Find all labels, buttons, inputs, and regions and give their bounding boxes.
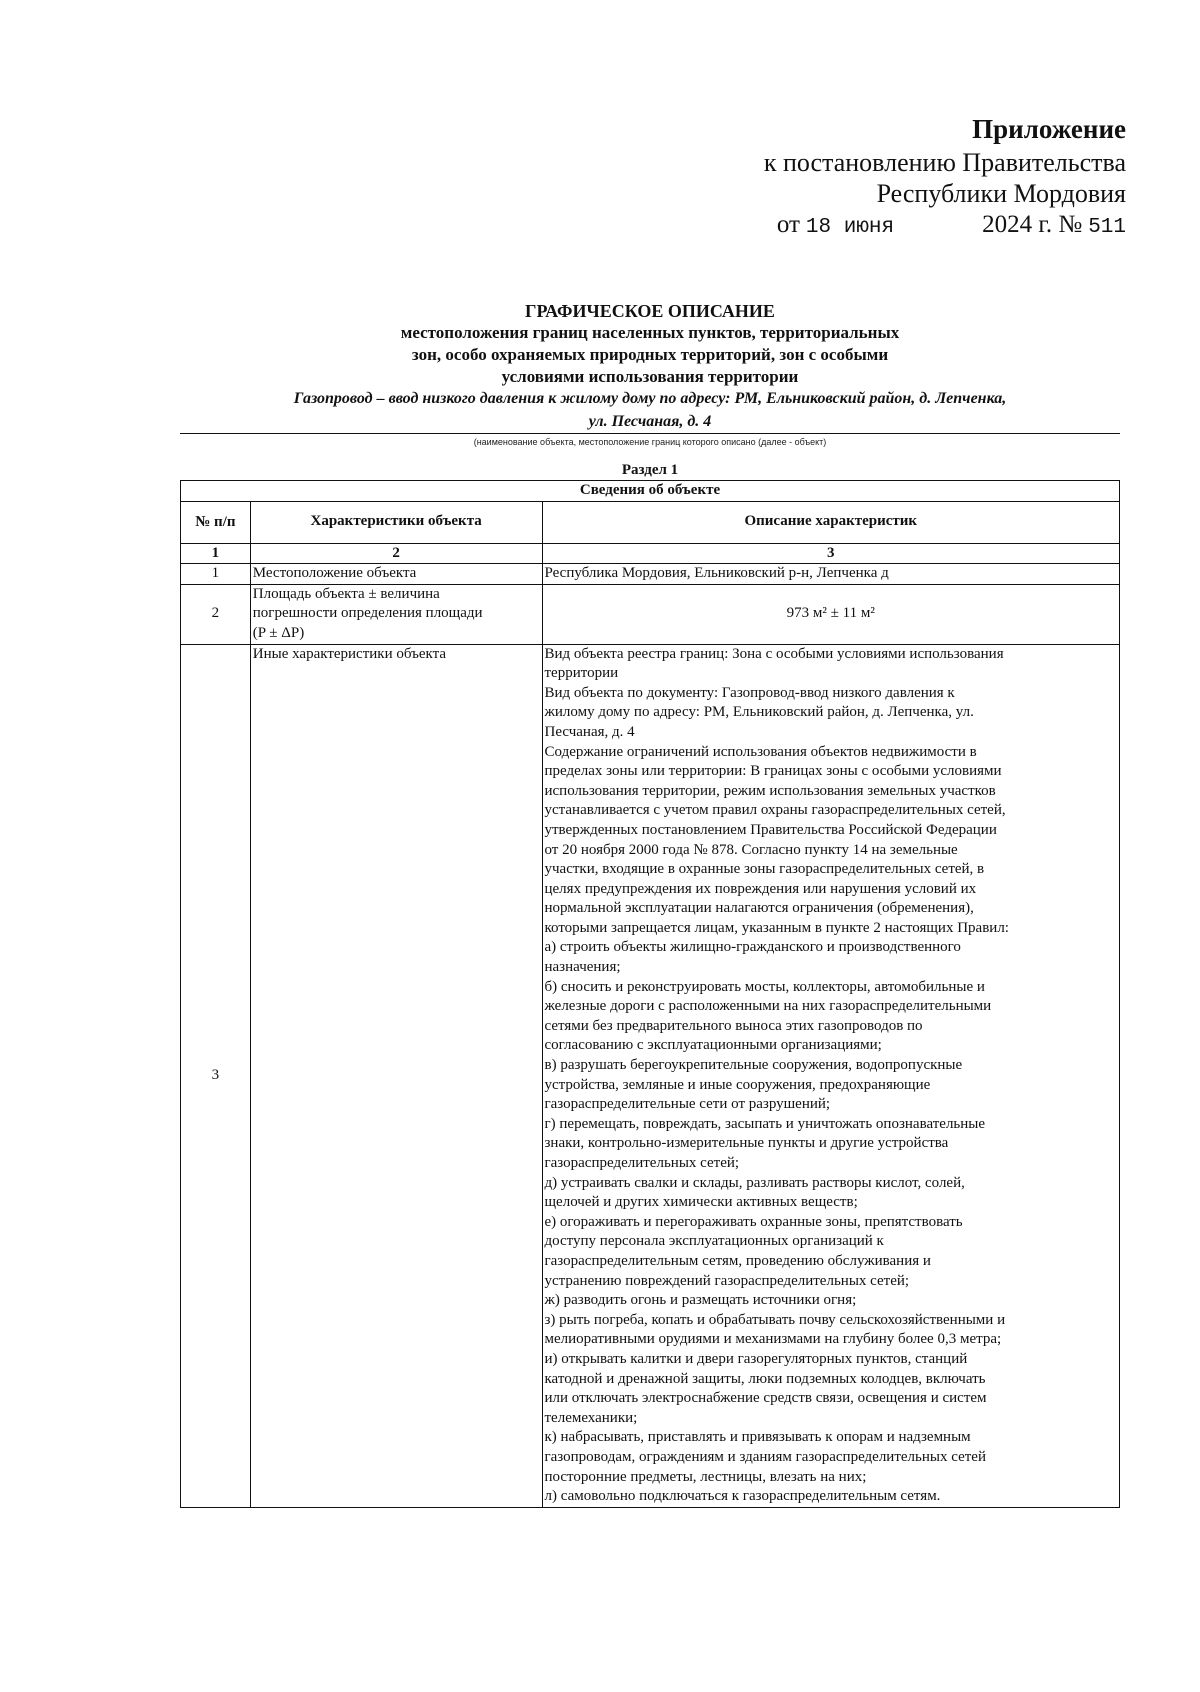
document-number: 511 [1088,216,1126,239]
description-line: устранению повреждений газораспределительных сетей; [544,1272,910,1289]
description-line: которыми запрещается лицам, указанным в пункте 2 настоящих Правил: [544,919,1009,936]
description-line: посторонние предметы, лестницы, влезать на них; [544,1468,867,1485]
description-line: утвержденных постановлением Правительства Российской Федерации [544,821,997,838]
description-line: Вид объекта по документу: Газопровод-ввод низкого давления к [544,684,955,701]
description-line: мелиоративными орудиями и механизмами на глубину более 0,3 метра; [544,1331,1002,1348]
description-line: доступу персонала эксплуатационных организаций к [544,1233,884,1250]
row-3-name: Иные характеристики объекта [250,644,542,1507]
date-year: 2024 г. № [982,211,1083,238]
description-line: ж) разводить огонь и размещать источники огня; [544,1292,857,1309]
object-name-line-1: Газопровод – ввод низкого давления к жилому дому по адресу: РМ, Ельниковский район, д. Лепченка, [293,390,1007,407]
table-row [181,564,1120,585]
row-2-num: 2 [181,584,251,644]
col-number-2: 2 [250,543,542,564]
row-3-value [542,644,1120,1507]
header-description: Описание характеристик [542,501,1120,543]
document-title: ГРАФИЧЕСКОЕ ОПИСАНИЕ [525,301,775,321]
description-line: в) разрушать берегоукрепительные сооружения, водопропускные [544,1057,963,1074]
appendix-date-line [606,209,1126,243]
description-line: жилому дому по адресу: РМ, Ельниковский район, д. Лепченка, ул. [544,704,974,721]
description-line: щелочей и других химически активных веществ; [544,1194,858,1211]
date-day-month: 18 июня [805,216,895,239]
row-1-num: 1 [181,564,251,585]
table-header-row [181,501,1120,543]
description-line: Вид объекта реестра границ: Зона с особыми условиями использования [544,645,1004,662]
description-line: целях предупреждения их повреждения или нарушения условий их [544,880,977,897]
description-line: и) открывать калитки и двери газорегуляторных пунктов, станций [544,1350,968,1367]
table-title: Сведения об объекте [181,481,1120,502]
description-line: з) рыть погреба, копать и обрабатывать почву сельскохозяйственными и [544,1311,1006,1328]
appendix-line-2: Республики Мордовия [876,179,1126,208]
description-line: нормальной эксплуатации налагаются ограничения (обременения), [544,900,974,917]
description-line: использования территории, режим использования земельных участков [544,782,996,799]
description-line: д) устраивать свалки и склады, разливать растворы кислот, солей, [544,1174,965,1191]
column-number-row [181,543,1120,564]
description-line: железные дороги с расположенными на них газораспределительными [544,998,992,1015]
header-num-text: № п/п [195,514,236,531]
description-line: устанавливается с учетом правил охраны газораспределительных сетей, [544,802,1006,819]
row-3-num: 3 [181,644,251,1507]
description-line: Песчаная, д. 4 [544,723,635,740]
description-line: а) строить объекты жилищно-гражданского и производственного [544,939,961,956]
description-line: е) огораживать и перегораживать охранные зоны, препятствовать [544,1213,963,1230]
row-2-value: 973 м² ± 11 м² [542,584,1120,644]
object-name-line-2: ул. Песчаная, д. 4 [588,413,712,430]
description-line: г) перемещать, повреждать, засыпать и уничтожать опознавательные [544,1115,986,1132]
description-line: телемеханики; [544,1409,638,1426]
section-title: Раздел 1 [621,462,679,478]
appendix-line-1: к постановлению Правительства [763,148,1126,177]
col-number-1: 1 [181,543,251,564]
description-line: участки, входящие в охранные зоны газораспределительных сетей, в [544,861,985,878]
row-2-name-line: Площадь объекта ± величина [252,585,440,602]
heading-underline [180,433,1120,434]
object-info-table [180,480,1120,1508]
description-line: к) набрасывать, приставлять и привязывать к опорам и надземным [544,1429,971,1446]
description-line: согласованию с эксплуатационными организациями; [544,1037,882,1054]
appendix-block [606,114,1126,243]
description-line: или отключать электроснабжение средств связи, освещения и систем [544,1390,987,1407]
description-line: территории [544,665,619,682]
description-line: газораспределительные сети от разрушений; [544,1096,831,1113]
description-line: знаки, контрольно-измерительные пункты и другие устройства [544,1135,949,1152]
object-caption: (наименование объекта, местоположение границ которого описано (далее - объект) [473,437,827,447]
date-prefix: от [776,211,800,238]
description-line: назначения; [544,959,621,976]
row-2-name [250,584,542,644]
col-number-3: 3 [542,543,1120,564]
description-line: от 20 ноября 2000 года № 878. Согласно пункту 14 на земельные [544,841,958,858]
header-num [181,501,251,543]
description-line: Содержание ограничений использования объектов недвижимости в [544,743,977,760]
description-line: сетями без предварительного выноса этих газопроводов по [544,1017,923,1034]
subtitle-line-1: местоположения границ населенных пунктов, территориальных [400,323,900,342]
description-line: л) самовольно подключаться к газораспределительным сетям. [544,1488,941,1505]
description-line: газопроводам, ограждениям и зданиям газораспределительных сетей [544,1448,986,1465]
table-row [181,584,1120,644]
description-line: б) сносить и реконструировать мосты, коллекторы, автомобильные и [544,978,985,995]
row-1-name: Местоположение объекта [250,564,542,585]
appendix-title: Приложение [972,114,1126,144]
row-1-value: Республика Мордовия, Ельниковский р-н, Лепченка д [542,564,1120,585]
row-2-name-line: (P ± ΔP) [252,624,305,641]
header-characteristics: Характеристики объекта [250,501,542,543]
table-row [181,644,1120,1507]
document-heading [180,300,1120,433]
row-2-name-line: погрешности определения площади [252,605,483,622]
subtitle-line-3: условиями использования территории [501,367,799,386]
description-line: устройства, земляные и иные сооружения, предохраняющие [544,1076,931,1093]
table-title-row [181,481,1120,502]
description-line: газораспределительных сетей; [544,1155,740,1171]
description-line: газораспределительным сетям, проведению обслуживания и [544,1252,931,1269]
description-line: катодной и дренажной защиты, люки подземных колодцев, включать [544,1370,986,1387]
description-line: пределах зоны или территории: В границах зоны с особыми условиями [544,763,1002,780]
subtitle-line-2: зон, особо охраняемых природных территорий, зон с особыми [411,345,889,364]
